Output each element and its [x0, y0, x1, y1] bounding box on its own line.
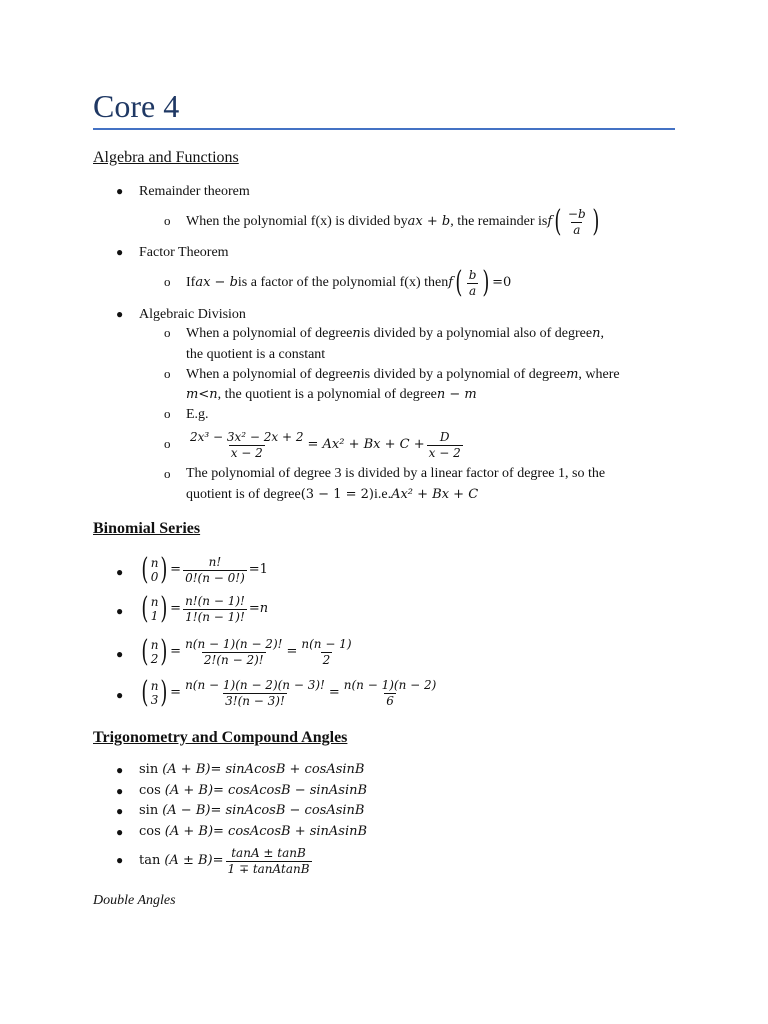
right-paren: ): [160, 591, 168, 626]
equals: =: [328, 685, 340, 700]
binomial-row-1: [139, 591, 268, 627]
div1-text-c: ,: [600, 326, 604, 341]
bullet-icon: ●: [116, 604, 124, 618]
remainder-numerator: −b: [567, 206, 586, 221]
tan-numerator: tanA ± tanB: [231, 845, 306, 860]
binomial-row-0: [139, 552, 268, 588]
tan-fraction: [226, 846, 312, 877]
binom-top: n: [150, 638, 159, 652]
trig-function: sin: [139, 762, 159, 777]
denominator: 2: [322, 652, 331, 667]
factor-text-1: If: [186, 275, 196, 290]
binomial-fraction-2: [299, 637, 353, 668]
linear-line-1: The polynomial of degree 3 is divided by a linear factor of degree 1, so the: [186, 466, 606, 481]
eg-rhs-denominator: x − 2: [428, 445, 461, 460]
sub-bullet-icon: o: [164, 436, 171, 451]
linear-line-2: [186, 486, 478, 504]
left-paren: (: [455, 265, 463, 300]
trig-argument: (A − B): [162, 803, 211, 818]
trig-expansion: = cosAcosB + sinAsinB: [213, 824, 368, 839]
binomial-coefficient: [151, 638, 159, 666]
factor-equals-zero: =0: [492, 275, 512, 290]
denominator: 3!(n − 3)!: [225, 693, 285, 708]
trig-expansion: = sinAcosB + cosAsinB: [210, 762, 365, 777]
factor-numerator: b: [468, 267, 477, 282]
left-paren: (: [141, 675, 149, 710]
division-label: Algebraic Division: [139, 307, 246, 322]
binomial-fraction: [183, 594, 247, 625]
factor-expr: ax − b: [195, 275, 238, 290]
right-paren: ): [160, 552, 168, 587]
bullet-icon: ●: [116, 647, 124, 661]
binom-top: n: [150, 556, 159, 570]
div2-text-d: , the quotient is a polynomial of degree: [217, 387, 437, 402]
div1-text-b: is divided by a polynomial also of degree: [360, 326, 593, 341]
remainder-text-1: When the polynomial f(x) is divided by: [186, 214, 408, 229]
tan-function: tan: [139, 853, 161, 868]
page-title: Core 4: [93, 88, 180, 124]
numerator: n(n − 1)(n − 2)(n − 3)!: [185, 677, 325, 692]
eg-rhs-numerator: D: [439, 429, 450, 444]
result: =n: [248, 601, 269, 616]
numerator: n!: [208, 554, 222, 569]
binom-top: n: [150, 595, 159, 609]
div1-text-a: When a polynomial of degree: [186, 326, 353, 341]
left-paren: (: [141, 552, 149, 587]
numerator: n!(n − 1)!: [185, 593, 245, 608]
trig-expansion: = sinAcosB − cosAsinB: [210, 803, 365, 818]
numerator: n(n − 1): [301, 636, 352, 651]
remainder-f: f: [547, 214, 553, 229]
binom-top: n: [150, 679, 159, 693]
bullet-icon: ●: [116, 565, 124, 579]
bullet-icon: ●: [116, 763, 124, 777]
remainder-denominator: a: [573, 222, 581, 237]
trig-expansion: = cosAcosB − sinAsinB: [213, 783, 368, 798]
trig-row-2: [139, 802, 364, 820]
trig-function: cos: [139, 824, 161, 839]
heading-binomial: Binomial Series: [93, 520, 201, 537]
left-paren: (: [141, 591, 149, 626]
binomial-coefficient: [151, 556, 159, 584]
binomial-fraction-2: [342, 678, 439, 709]
sub-bullet-icon: o: [164, 366, 171, 381]
div2-m: m: [566, 367, 579, 382]
binom-bottom: 3: [150, 693, 159, 707]
remainder-expr: ax + b: [407, 214, 451, 229]
factor-label: Factor Theorem: [139, 245, 229, 260]
div2-degree: n − m: [436, 387, 477, 402]
sub-bullet-icon: o: [164, 466, 171, 481]
trig-argument: (A + B): [164, 824, 214, 839]
factor-f: f: [448, 275, 454, 290]
remainder-text-2: , the remainder is: [450, 214, 548, 229]
sub-bullet-icon: o: [164, 325, 171, 340]
linear-degree: (3 − 1 = 2): [300, 487, 374, 502]
right-paren: ): [160, 675, 168, 710]
equals: =: [286, 644, 298, 659]
binom-bottom: 1: [150, 609, 159, 623]
trig-argument: (A + B): [164, 783, 214, 798]
bullet-icon: ●: [116, 688, 124, 702]
denominator: 0!(n − 0!): [185, 570, 245, 585]
bullet-icon: ●: [116, 825, 124, 839]
div2-text-a: When a polynomial of degree: [186, 367, 353, 382]
eg-rhs-fraction: [427, 430, 463, 461]
double-angles-label: Double Angles: [93, 893, 176, 908]
trig-row-0: [139, 761, 364, 779]
linear-text-b: i.e.: [373, 487, 392, 502]
trig-tan-row: [139, 843, 314, 879]
numerator: n(n − 1)(n − 2)!: [185, 636, 283, 651]
left-paren: (: [141, 634, 149, 669]
tan-argument: (A ± B): [164, 853, 213, 868]
binomial-coefficient: [151, 595, 159, 623]
eg-label: E.g.: [186, 407, 209, 422]
eg-lhs-denominator: x − 2: [230, 445, 263, 460]
linear-expr: Ax² + Bx + C: [391, 487, 479, 502]
right-paren: ): [482, 265, 490, 300]
eg-lhs-numerator: 2x³ − 3x² − 2x + 2: [190, 429, 304, 444]
left-paren: (: [554, 204, 562, 239]
binomial-row-2: [139, 634, 356, 670]
tan-denominator: 1 ∓ tanAtanB: [227, 861, 310, 876]
binomial-coefficient: [151, 679, 159, 707]
div2-n: n: [352, 367, 361, 382]
factor-fraction: [467, 268, 479, 299]
binom-bottom: 0: [150, 570, 159, 584]
bullet-icon: ●: [116, 853, 124, 867]
right-paren: ): [592, 204, 600, 239]
sub-bullet-icon: o: [164, 406, 171, 421]
linear-text-a: quotient is of degree: [186, 487, 301, 502]
trig-row-3: [139, 823, 367, 841]
result: =1: [248, 562, 268, 577]
div1-n1: n: [352, 326, 361, 341]
equals: =: [170, 601, 182, 616]
bullet-icon: ●: [116, 184, 124, 198]
title-underline: [93, 128, 675, 130]
trig-argument: (A + B): [162, 762, 211, 777]
bullet-icon: ●: [116, 307, 124, 321]
division-point-2-line-1: [186, 366, 620, 384]
binomial-fraction: [183, 555, 247, 586]
trig-function: sin: [139, 803, 159, 818]
trig-row-1: [139, 782, 367, 800]
division-point-1-line-2: the quotient is a constant: [186, 347, 326, 362]
div1-n2: n: [592, 326, 601, 341]
denominator: 1!(n − 1)!: [185, 609, 245, 624]
eg-equation: [186, 427, 465, 463]
bullet-icon: ●: [116, 804, 124, 818]
heading-algebra: Algebra and Functions: [93, 149, 239, 166]
remainder-fraction: [566, 207, 588, 238]
div2-condition: m<n: [186, 387, 218, 402]
factor-text-2: is a factor of the polynomial f(x) then: [237, 275, 449, 290]
binomial-fraction: [183, 637, 284, 668]
eg-lhs-fraction: [188, 430, 306, 461]
right-paren: ): [160, 634, 168, 669]
remainder-label: Remainder theorem: [139, 184, 250, 199]
equals: =: [170, 685, 182, 700]
sub-bullet-icon: o: [164, 213, 171, 228]
equals: =: [170, 562, 182, 577]
eg-middle-terms: = Ax² + Bx + C +: [307, 437, 425, 452]
denominator: 2!(n − 2)!: [203, 652, 264, 667]
denominator: 6: [386, 693, 394, 708]
factor-statement: [186, 265, 511, 301]
sub-bullet-icon: o: [164, 274, 171, 289]
heading-trigonometry: Trigonometry and Compound Angles: [93, 729, 348, 746]
factor-denominator: a: [469, 283, 477, 298]
binomial-fraction: [183, 678, 327, 709]
equals: =: [170, 644, 182, 659]
numerator: n(n − 1)(n − 2): [343, 677, 437, 692]
remainder-statement: [186, 204, 601, 240]
division-point-1-line-1: [186, 325, 604, 343]
binomial-row-3: [139, 675, 440, 711]
div2-text-b: is divided by a polynomial of degree: [360, 367, 567, 382]
bullet-icon: ●: [116, 245, 124, 259]
trig-function: cos: [139, 783, 161, 798]
equals: =: [212, 853, 224, 868]
division-point-2-line-2: [186, 386, 477, 404]
bullet-icon: ●: [116, 784, 124, 798]
binom-bottom: 2: [150, 652, 159, 666]
div2-text-c: , where: [578, 367, 620, 382]
